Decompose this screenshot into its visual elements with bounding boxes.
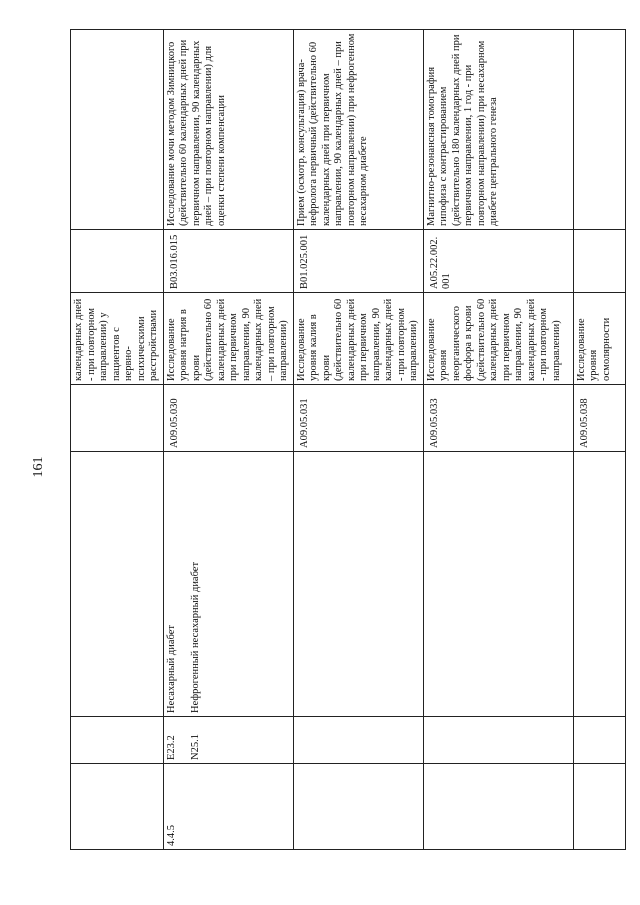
table-row <box>293 30 423 850</box>
cell-research-code-empty <box>71 385 164 452</box>
cell-service-name: Прием (осмотр, консультация) врача-нефролога первичный (действительно 60 календарных дней при первичном направлении, 90 календарных дней – при повторном направлении) при нефрогенном несахарном диабете <box>293 30 423 230</box>
table-row <box>573 30 625 850</box>
cell-number <box>163 764 293 850</box>
cell-disease-empty <box>71 452 164 717</box>
section-number: 4.4.5 <box>165 825 177 846</box>
cell-research-code: A09.05.031 <box>293 385 423 452</box>
icd-code: E23.2 <box>165 735 177 760</box>
cell-icd-codes <box>163 717 293 764</box>
cell-research-code: A09.05.030 <box>163 385 293 452</box>
cell-service-name-empty <box>71 30 164 230</box>
cell-disease-cont <box>423 452 573 717</box>
cell-service-name: Исследование мочи методом Зимницкого (действительно 60 календарных дней при первичном направлении, 90 календарных дней – при повторном направлении) для оценки степени компенсации <box>163 30 293 230</box>
cell-number-cont <box>423 764 573 850</box>
disease-name: Нефрогенный несахарный диабет <box>190 561 201 713</box>
cell-service-name-empty <box>573 30 625 230</box>
rotated-table-page <box>70 30 612 850</box>
cell-number-cont <box>293 764 423 850</box>
cell-research-name: Исследование уровня неорганического фосфора в крови (действительно 60 календарных дней при первичном направлении, 90 календарных дней - при повторном направлении) <box>423 293 573 385</box>
cell-service-code-empty <box>71 230 164 293</box>
cell-research-name: Исследование уровня осмолярности <box>573 293 625 385</box>
cell-service-code: B01.025.001 <box>293 230 423 293</box>
cell-icd-cont <box>573 717 625 764</box>
table-row <box>423 30 573 850</box>
cell-research-name: Исследование уровня натрия в крови (действительно 60 календарных дней при первичном направлении, 90 календарных дней – при повторном направлении) <box>163 293 293 385</box>
cell-icd-cont <box>423 717 573 764</box>
icd-code: N25.1 <box>190 734 201 760</box>
cell-service-name: Магнитно-резонансная томография гипофиза с контрастированием (действительно 180 календарных дней при первичном направлении, 1 год - при повторном направлении) при несахарном диабете центрального генеза <box>423 30 573 230</box>
cell-icd-empty <box>71 717 164 764</box>
cell-disease-names <box>163 452 293 717</box>
cell-research-name: календарных дней - при повторном направлении) у пациентов с нервно-психическими расстройствами <box>71 293 164 385</box>
cell-research-name: Исследование уровня калия в крови (действительно 60 календарных дней при первичном направлении, 90 календарных дней - при повторном направлении) <box>293 293 423 385</box>
cell-number-empty <box>71 764 164 850</box>
table-row <box>71 30 164 850</box>
cell-disease-cont <box>573 452 625 717</box>
cell-research-code: A09.05.033 <box>423 385 573 452</box>
cell-disease-cont <box>293 452 423 717</box>
table-row <box>163 30 293 850</box>
medical-standards-table <box>70 29 626 850</box>
cell-number-cont <box>573 764 625 850</box>
disease-name: Несахарный диабет <box>165 625 177 713</box>
cell-research-code: A09.05.038 <box>573 385 625 452</box>
cell-icd-cont <box>293 717 423 764</box>
cell-service-code: A05.22.002.001 <box>423 230 573 293</box>
cell-service-code: B03.016.015 <box>163 230 293 293</box>
cell-service-code-empty <box>573 230 625 293</box>
page-number: 161 <box>31 456 46 478</box>
